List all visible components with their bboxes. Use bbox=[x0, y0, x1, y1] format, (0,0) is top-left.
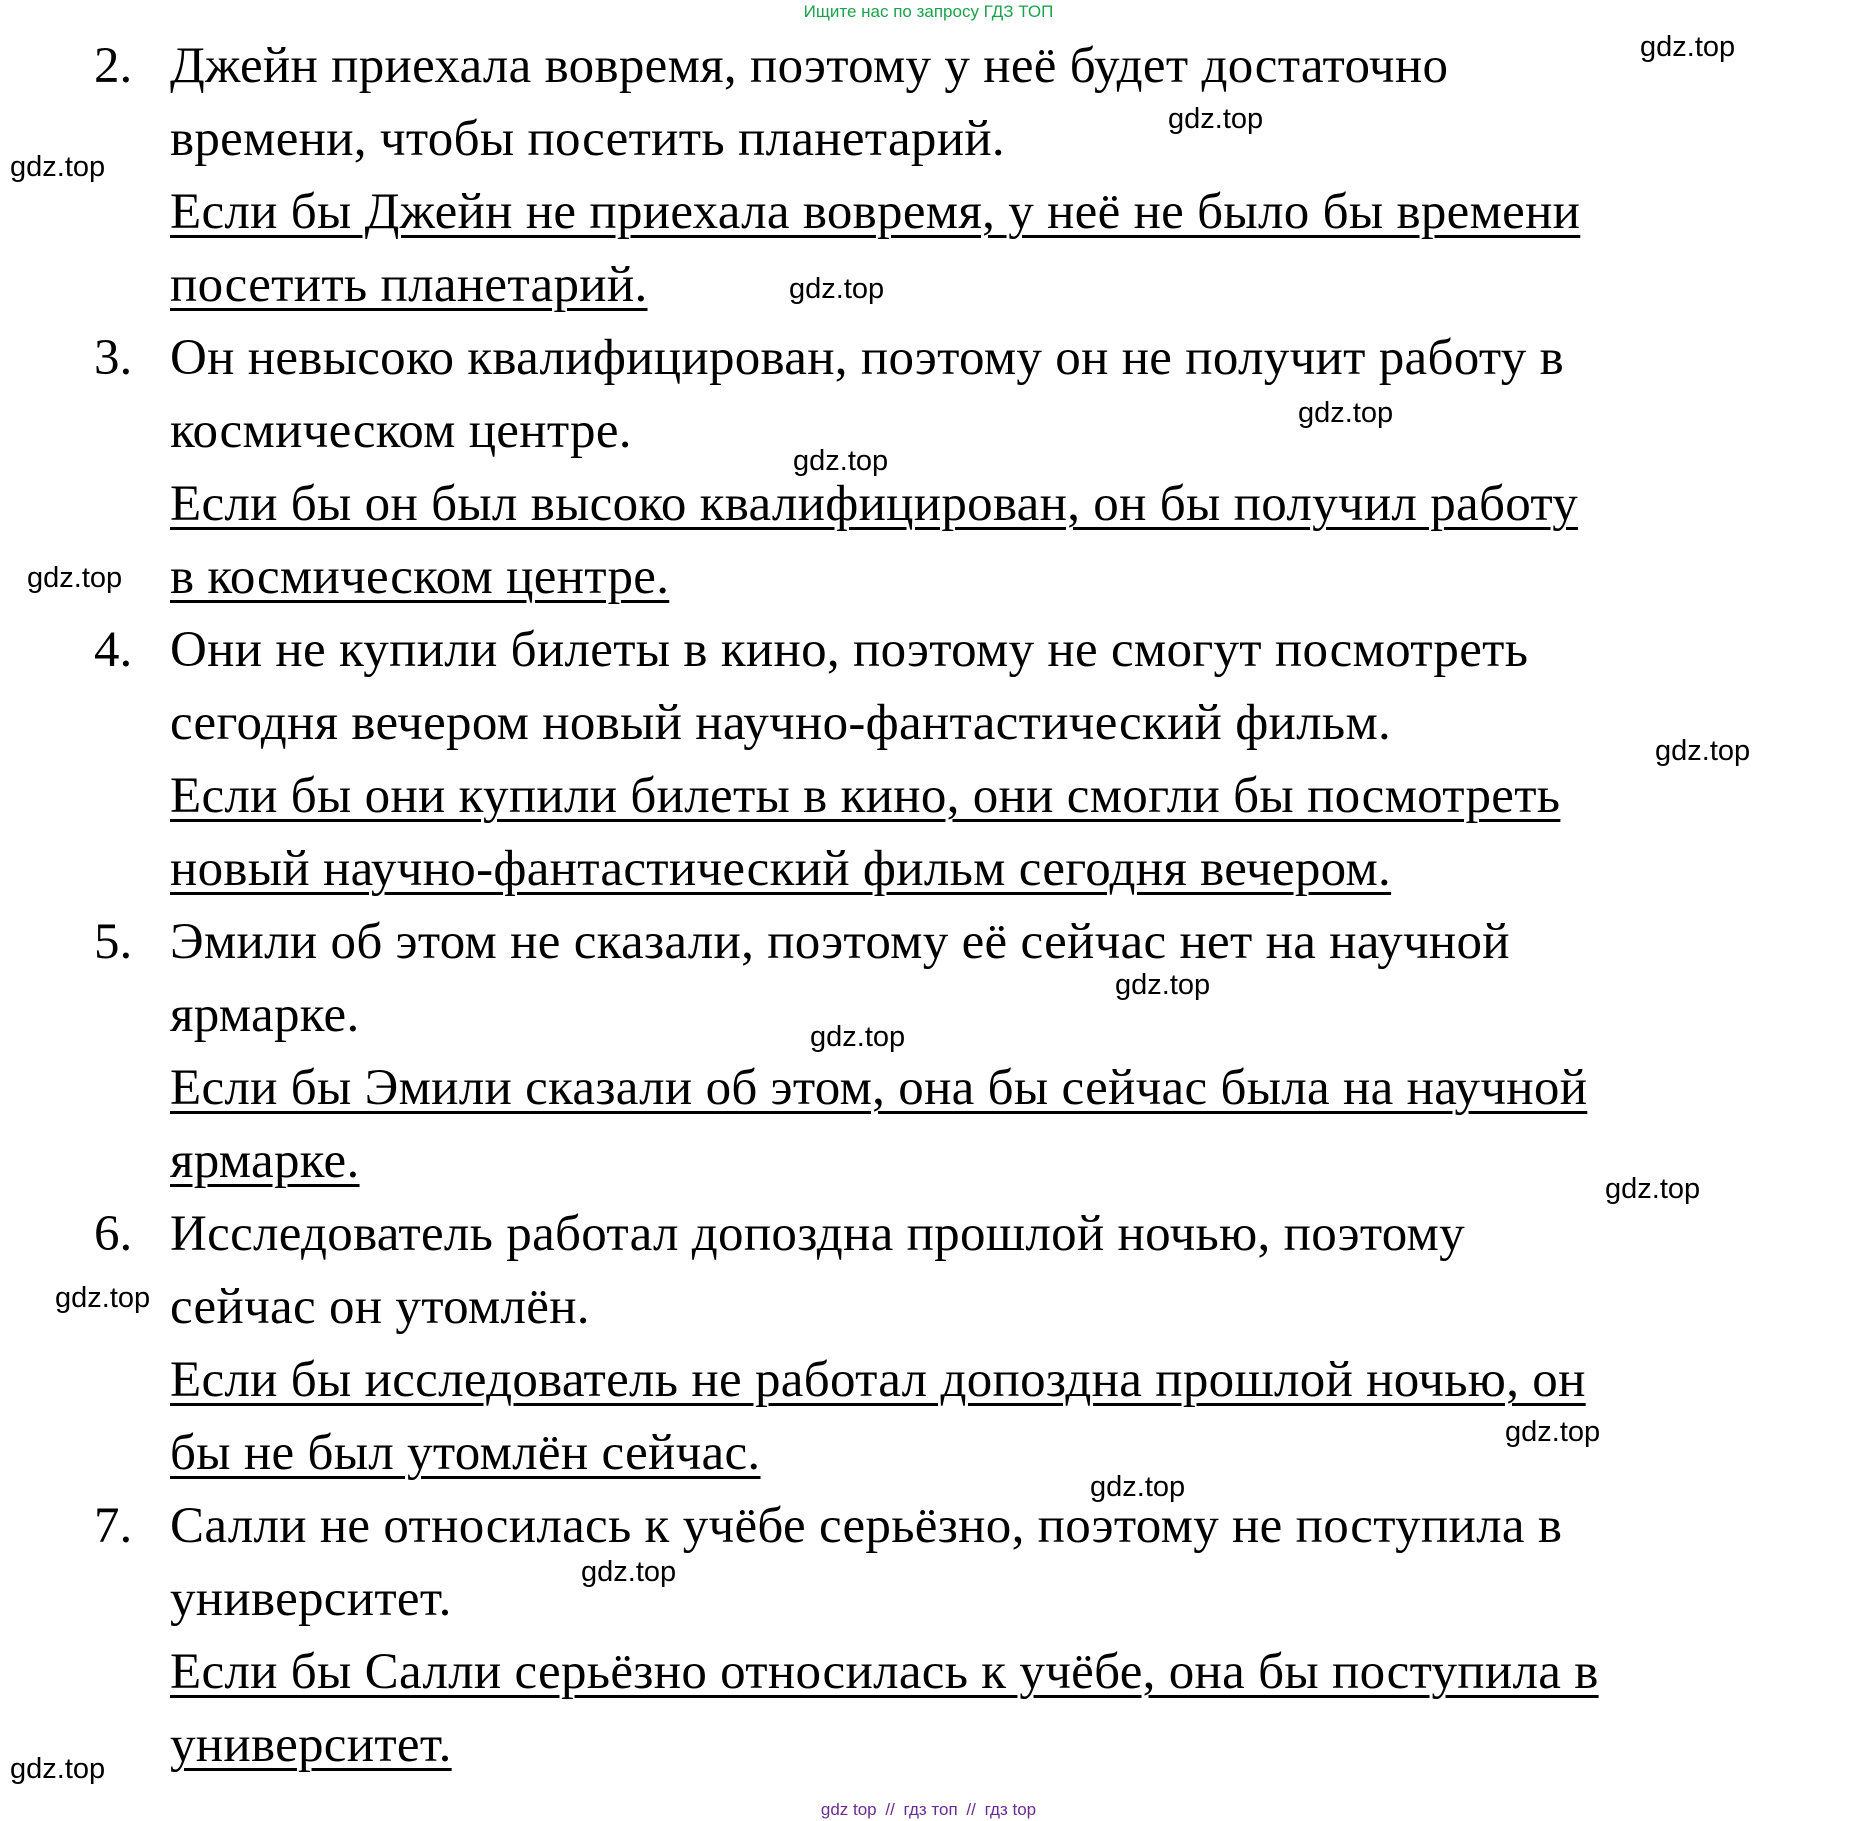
question-line: ярмарке. bbox=[170, 987, 360, 1043]
answer-line: в космическом центре. bbox=[170, 549, 670, 605]
answer-line: Если бы они купили билеты в кино, они смогли бы посмотреть bbox=[170, 768, 1561, 824]
question-line: Он невысоко квалифицирован, поэтому он не получит работу в bbox=[170, 330, 1565, 386]
watermark: gdz.top bbox=[10, 1753, 106, 1785]
watermark: gdz.top bbox=[1605, 1173, 1701, 1205]
watermark: gdz.top bbox=[581, 1556, 677, 1588]
question-line: университет. bbox=[170, 1571, 452, 1627]
answer-line: Если бы Эмили сказали об этом, она бы сейчас была на научной bbox=[170, 1060, 1588, 1116]
answer-line: новый научно-фантастический фильм сегодня вечером. bbox=[170, 841, 1392, 897]
watermark: gdz.top bbox=[55, 1282, 151, 1314]
answer-line: посетить планетарий. bbox=[170, 257, 648, 313]
answer-line: Если бы Салли серьёзно относилась к учёбе, она бы поступила в bbox=[170, 1644, 1599, 1700]
footer-part: gdz top bbox=[820, 1800, 877, 1819]
answer-line: Если бы он был высоко квалифицирован, он бы получил работу bbox=[170, 476, 1579, 532]
footer-separator: // bbox=[966, 1800, 976, 1819]
question-line: сегодня вечером новый научно-фантастический фильм. bbox=[170, 695, 1392, 751]
watermark: gdz.top bbox=[1298, 397, 1394, 429]
question-line: Они не купили билеты в кино, поэтому не смогут посмотреть bbox=[170, 622, 1529, 678]
watermark: gdz.top bbox=[1090, 1471, 1186, 1503]
item-number: 5. bbox=[94, 914, 133, 970]
question-line: космическом центре. bbox=[170, 403, 632, 459]
watermark: gdz.top bbox=[1505, 1416, 1601, 1448]
watermark: gdz.top bbox=[10, 151, 106, 183]
question-line: времени, чтобы посетить планетарий. bbox=[170, 111, 1005, 167]
question-line: Эмили об этом не сказали, поэтому её сейчас нет на научной bbox=[170, 914, 1510, 970]
top-banner: Ищите нас по запросу ГДЗ ТОП bbox=[803, 2, 1054, 21]
question-line: Салли не относилась к учёбе серьёзно, поэтому не поступила в bbox=[170, 1498, 1563, 1554]
item-number: 3. bbox=[94, 330, 133, 386]
question-line: Джейн приехала вовремя, поэтому у неё будет достаточно bbox=[170, 38, 1449, 94]
item-number: 4. bbox=[94, 622, 133, 678]
answer-line: университет. bbox=[170, 1717, 452, 1773]
watermark: gdz.top bbox=[1115, 969, 1211, 1001]
answer-line: бы не был утомлён сейчас. bbox=[170, 1425, 761, 1481]
answer-line: ярмарке. bbox=[170, 1133, 360, 1189]
item-number: 7. bbox=[94, 1498, 133, 1554]
footer bbox=[0, 1800, 1857, 1820]
watermark: gdz.top bbox=[1640, 31, 1736, 63]
footer-part: гдз топ bbox=[903, 1800, 958, 1819]
item-number: 6. bbox=[94, 1206, 133, 1262]
watermark: gdz.top bbox=[810, 1021, 906, 1053]
question-line: сейчас он утомлён. bbox=[170, 1279, 590, 1335]
footer-part: гдз top bbox=[984, 1800, 1037, 1819]
answer-line: Если бы исследователь не работал допоздна прошлой ночью, он bbox=[170, 1352, 1586, 1408]
watermark: gdz.top bbox=[27, 562, 123, 594]
answer-line: Если бы Джейн не приехала вовремя, у неё не было бы времени bbox=[170, 184, 1581, 240]
question-line: Исследователь работал допоздна прошлой ночью, поэтому bbox=[170, 1206, 1465, 1262]
footer-separator: // bbox=[885, 1800, 895, 1819]
item-number: 2. bbox=[94, 38, 133, 94]
watermark: gdz.top bbox=[793, 445, 889, 477]
watermark: gdz.top bbox=[789, 273, 885, 305]
watermark: gdz.top bbox=[1655, 735, 1751, 767]
watermark: gdz.top bbox=[1168, 103, 1264, 135]
